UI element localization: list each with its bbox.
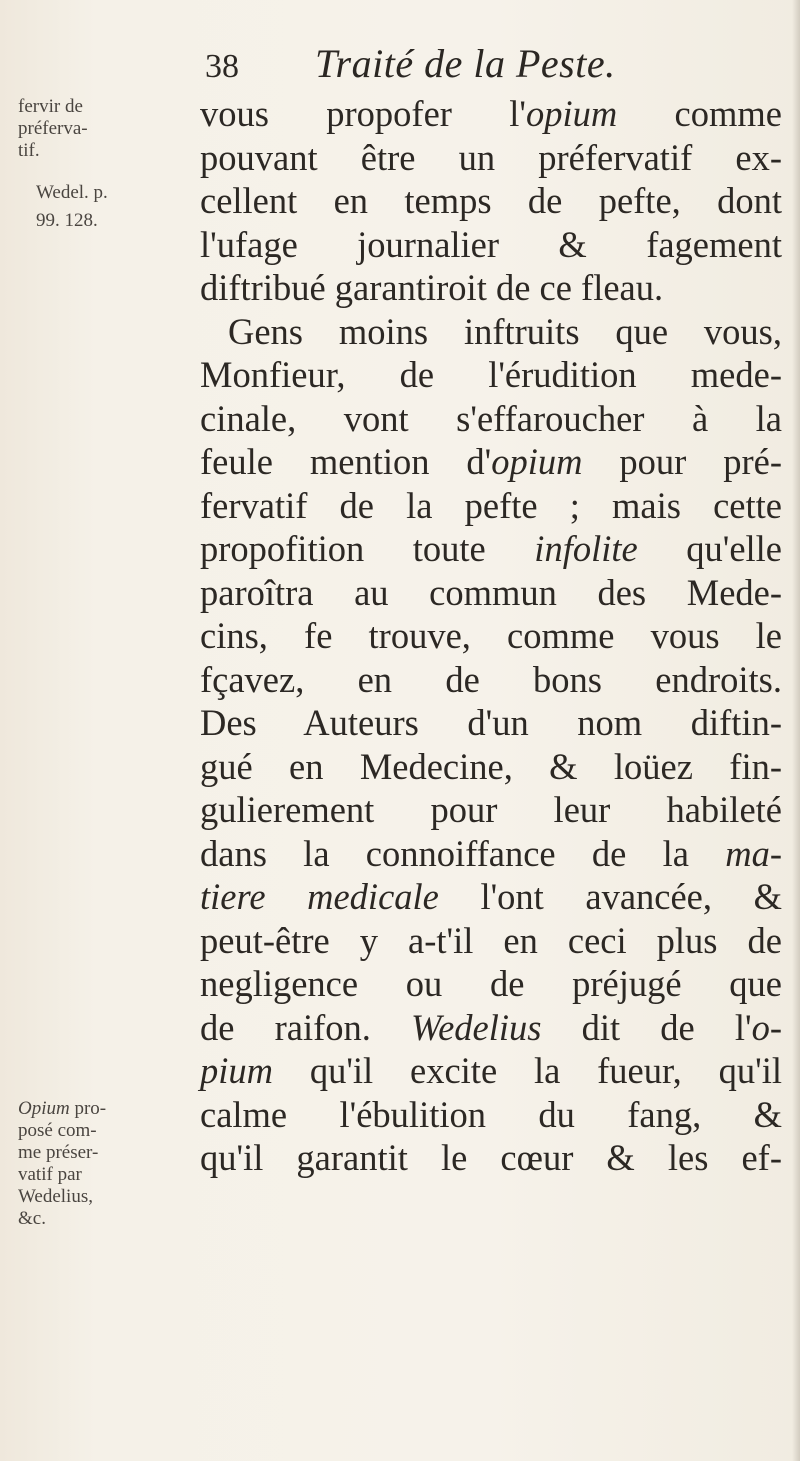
page-header xyxy=(205,40,765,100)
text-segment: comme xyxy=(617,93,782,134)
italic-text: infolite xyxy=(534,528,638,569)
text-line xyxy=(200,832,782,876)
text-segment: paroîtra au commun des Mede- xyxy=(200,571,782,613)
text-line xyxy=(200,223,782,267)
text-line xyxy=(200,1093,782,1137)
text-segment: Monfieur, de l'érudition mede- xyxy=(200,354,782,395)
text-segment: cins, fe trouve, comme vous le xyxy=(200,615,782,656)
text-segment: pouvant être un préfervatif ex- xyxy=(200,136,782,178)
text-segment: gué en Medecine, & loüez fin- xyxy=(200,745,782,787)
margin-note-line: préferva- xyxy=(18,118,88,139)
text-segment: feule mention d' xyxy=(200,441,492,482)
text-segment: Gens moins inftruits que vous, xyxy=(228,310,782,352)
text-line xyxy=(200,266,782,310)
margin-note-line: 99. 128. xyxy=(36,210,98,231)
text-line xyxy=(200,614,782,658)
text-segment: negligence ou de préjugé que xyxy=(200,963,782,1004)
margin-note-line: &c. xyxy=(18,1208,46,1229)
text-line xyxy=(200,527,782,571)
text-line xyxy=(200,962,782,1006)
page-edge-shadow xyxy=(792,0,800,1461)
text-segment: de raifon. xyxy=(200,1006,412,1048)
text-line xyxy=(200,179,782,223)
text-line xyxy=(200,440,782,484)
italic-text: opium xyxy=(491,441,583,482)
italic-text: opium xyxy=(525,93,618,134)
text-segment: qu'il excite la fueur, qu'il xyxy=(273,1050,782,1091)
text-segment: dans la connoiffance de la xyxy=(200,832,726,874)
margin-note-text: pro- xyxy=(74,1098,107,1119)
margin-note-line: tif. xyxy=(18,140,40,161)
text-segment: vous propofer l' xyxy=(200,93,526,134)
text-line xyxy=(200,1136,782,1180)
italic-text: ma- xyxy=(725,832,782,874)
text-line xyxy=(200,701,782,745)
margin-note-preservatif xyxy=(18,96,88,162)
margin-note-line: me préser- xyxy=(18,1142,99,1163)
text-segment: cinale, vont s'effaroucher à la xyxy=(200,397,782,439)
margin-note-line: Wedelius, xyxy=(18,1186,93,1207)
text-segment: l'ufage journalier & fagement xyxy=(200,223,782,265)
text-line xyxy=(200,484,782,528)
text-line xyxy=(200,1006,782,1050)
text-segment: qu'il garantit le cœur & les ef- xyxy=(200,1137,782,1178)
text-segment: diftribué garantiroit de ce fleau. xyxy=(200,267,664,308)
margin-note-wedel-reference xyxy=(36,182,108,232)
text-segment: fçavez, en de bons endroits. xyxy=(200,658,782,700)
text-line xyxy=(200,571,782,615)
text-line xyxy=(200,92,782,136)
text-segment: qu'elle xyxy=(637,528,782,569)
text-line xyxy=(200,1049,782,1093)
text-line xyxy=(200,658,782,702)
margin-note-line: Wedel. p. xyxy=(36,182,108,203)
page-number: 38 xyxy=(205,48,239,85)
text-line xyxy=(200,310,782,354)
margin-note-opium-propose xyxy=(18,1098,106,1230)
text-segment: gulierement pour leur habileté xyxy=(200,789,782,830)
margin-note-line xyxy=(18,1098,106,1120)
italic-text: pium xyxy=(200,1050,273,1091)
italic-text: Wedelius xyxy=(411,1006,542,1048)
text-segment: calme l'ébulition du fang, & xyxy=(200,1093,782,1135)
text-line xyxy=(200,745,782,789)
body-text xyxy=(200,92,782,1180)
text-segment: Des Auteurs d'un nom diftin- xyxy=(200,702,782,743)
text-segment: l'ont avancée, & xyxy=(438,876,782,917)
margin-note-line: fervir de xyxy=(18,96,83,117)
text-segment: dit de l' xyxy=(541,1006,752,1048)
text-line xyxy=(200,919,782,963)
text-line xyxy=(200,788,782,832)
running-title: Traité de la Peste. xyxy=(315,41,616,86)
text-segment: fervatif de la pefte ; mais cette xyxy=(200,484,782,526)
text-segment: pour pré- xyxy=(582,441,782,482)
text-line xyxy=(200,397,782,441)
text-line xyxy=(200,353,782,397)
margin-note-italic: Opium xyxy=(18,1098,70,1119)
margin-note-line: posé com- xyxy=(18,1120,97,1141)
text-segment: cellent en temps de pefte, dont xyxy=(200,180,782,221)
italic-text: o- xyxy=(751,1006,782,1048)
text-segment: propofition toute xyxy=(200,528,535,569)
text-line xyxy=(200,136,782,180)
italic-text: tiere medicale xyxy=(200,876,439,917)
text-segment: peut-être y a-t'il en ceci plus de xyxy=(200,919,782,961)
margin-note-line: vatif par xyxy=(18,1164,82,1185)
text-line xyxy=(200,875,782,919)
